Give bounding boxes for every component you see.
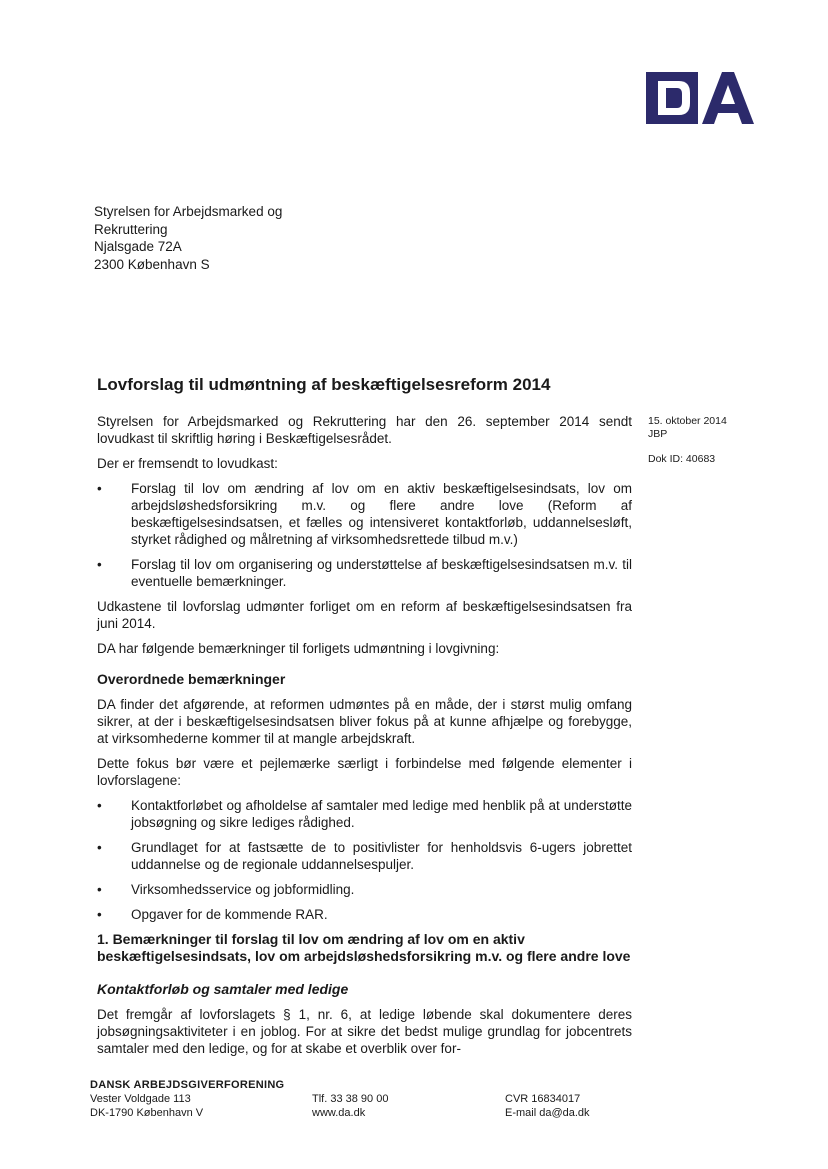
footer-address (90, 1078, 284, 1120)
paragraph: DA finder det afgørende, at reformen udmøntes på en måde, der i størst mulig omfang sikrer, at der i beskæftigelsesindsatsen bliver fokus på at kunne afhjælpe og forebygge, at virksomhederne kommer til at mangle arbejdskraft. (97, 697, 632, 746)
list-item: • Kontaktforløbet og afholdelse af samtaler med ledige med henblik på at understøtte jobsøgning og sikre lediges rådighed. (97, 797, 632, 831)
section-heading: 1. Bemærkninger til forslag til lov om ændring af lov om en aktiv beskæftigelsesindsats, lov om arbejdsløshedsforsikring m.v. og flere andre love (97, 931, 631, 964)
list-item: • Virksomhedsservice og jobformidling. (97, 881, 632, 898)
organization-name: DANSK ARBEJDSGIVERFORENING (90, 1079, 285, 1091)
document-id: Dok ID: 40683 (648, 453, 716, 465)
recipient-line: Rekruttering (94, 221, 168, 237)
bullet-list (97, 480, 632, 590)
footer-email[interactable]: E-mail da@da.dk (505, 1107, 590, 1119)
author-initials: JBP (648, 428, 668, 440)
da-logo (646, 72, 756, 124)
document-title: Lovforslag til udmøntning af beskæftigelsesreform 2014 (97, 375, 551, 394)
section-heading: Overordnede bemærkninger (97, 671, 286, 687)
footer-street: Vester Voldgade 113 (90, 1093, 191, 1105)
footer-website[interactable]: www.da.dk (312, 1107, 366, 1119)
footer-phone: Tlf. 33 38 90 00 (312, 1093, 389, 1105)
document-body (97, 413, 632, 1065)
list-item: • Grundlaget for at fastsætte de to positivlister for henholdsvis 6-ugers jobrettet uddannelse og de regionale uddannelsespuljer. (97, 839, 632, 873)
recipient-line: Styrelsen for Arbejdsmarked og (94, 204, 283, 219)
paragraph: Udkastene til lovforslag udmønter forliget om en reform af beskæftigelsesindsatsen fra juni 2014. (97, 599, 632, 631)
document-date: 15. oktober 2014 (648, 415, 727, 427)
footer-contact (312, 1092, 388, 1120)
footer-cvr: CVR 16834017 (505, 1093, 581, 1105)
paragraph: DA har følgende bemærkninger til forligets udmøntning i lovgivning: (97, 641, 500, 656)
list-item: • Opgaver for de kommende RAR. (97, 906, 632, 923)
subsection-heading: Kontaktforløb og samtaler med ledige (97, 981, 349, 997)
paragraph: Dette fokus bør være et pejlemærke særligt i forbindelse med følgende elementer i lovforslagene: (97, 756, 632, 788)
recipient-line: Njalsgade 72A (94, 239, 182, 254)
paragraph: Det fremgår af lovforslagets § 1, nr. 6, at ledige løbende skal dokumentere deres jobsøgningsaktiviteter i en joblog. For at sikre det bedst mulige grundlag for jobcentrets samtaler med den ledige, og for at skabe et overblik over for- (97, 1007, 632, 1056)
bullet-list (97, 797, 632, 923)
footer-registration (505, 1092, 590, 1120)
paragraph: Styrelsen for Arbejdsmarked og Rekruttering har den 26. september 2014 sendt lovudkast til skriftlig høring i Beskæftigelsesrådet. (97, 414, 632, 446)
footer-city: DK-1790 København V (90, 1107, 204, 1119)
recipient-line: 2300 København S (94, 256, 210, 272)
list-item: • Forslag til lov om ændring af lov om en aktiv beskæftigelsesindsats, lov om arbejdsløshedsforsikring m.v. og flere andre love (Reform af beskæftigelsesindsatsen, et fælles og intensiveret kontaktforløb, uddannelsesløft, styrket rådighed og målretning af virksomhedsrettede tilbud m.v.) (97, 480, 632, 548)
recipient-address (94, 203, 282, 273)
paragraph: Der er fremsendt to lovudkast: (97, 456, 278, 471)
list-item: • Forslag til lov om organisering og understøttelse af beskæftigelsesindsatsen m.v. til eventuelle bemærkninger. (97, 556, 632, 590)
